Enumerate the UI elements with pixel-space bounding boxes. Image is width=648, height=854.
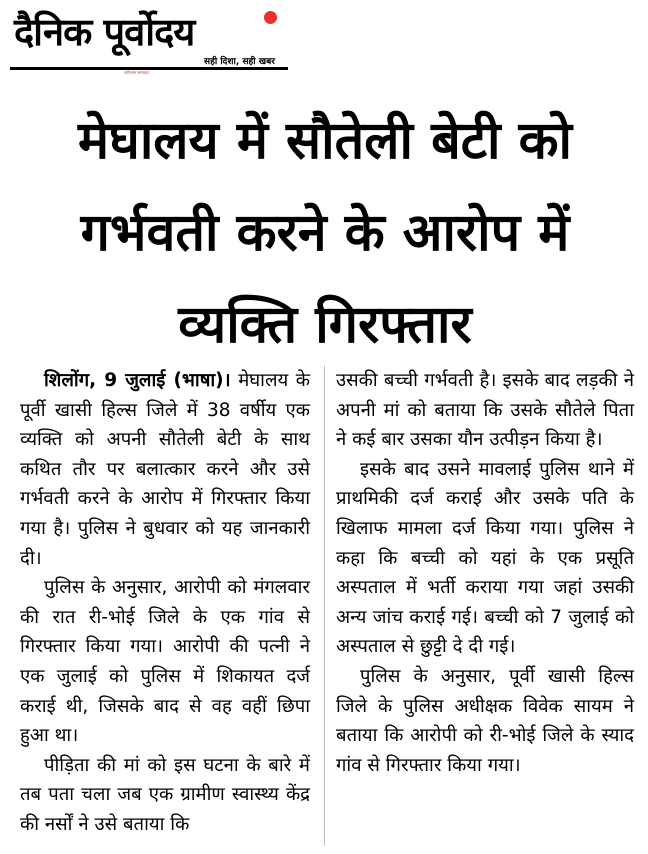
masthead xyxy=(0,0,648,80)
logo-text: दैनिक पूर्वोदय xyxy=(14,10,195,54)
tagline: सही दिशा, सही खबर xyxy=(204,57,275,67)
article-paragraph: पीड़िता की मां को इस घटना के बारे में तब पता चला जब एक ग्रामीण स्वास्थ्य केंद्र की नर्सों ने उसे बताया कि xyxy=(20,754,310,835)
article-column-left xyxy=(20,366,310,840)
headline-line-3: व्यक्ति गिरफ्तार xyxy=(178,295,472,355)
article-paragraph: उसकी बच्ची गर्भवती है। इसके बाद लड़की ने अपनी मां को बताया कि उसके सौतेले पिता ने कई बार उसका यौन उत्पीड़न किया है। xyxy=(336,370,634,451)
logo-dot-icon xyxy=(264,11,277,24)
dateline: शिलोंग, 9 जुलाई (भाषा)। xyxy=(44,370,231,391)
subline: नवीनतम समाचार xyxy=(124,70,149,75)
article-paragraph: पुलिस के अनुसार, पूर्वी खासी हिल्स जिले के पुलिस अधीक्षक विवेक सायम ने बताया कि आरोपी को री-भोई जिले के स्याद गांव से गिरफ्तार किया गया। xyxy=(336,665,634,776)
headline xyxy=(20,95,630,371)
headline-line-2: गर्भवती करने के आरोप में xyxy=(80,203,570,263)
column-divider xyxy=(324,366,325,846)
article-column-right xyxy=(336,366,634,780)
masthead-rule xyxy=(10,67,288,70)
headline-line-1: मेघालय में सौतेली बेटी को xyxy=(78,111,572,171)
article-paragraph: पुलिस के अनुसार, आरोपी को मंगलवार की रात री-भोई जिले के एक गांव से गिरफ्तार किया गया। आरोपी की पत्नी ने एक जुलाई को पुलिस में शिकायत दर्ज कराई थी, जिसके बाद से वह वहीं छिपा हुआ था। xyxy=(20,577,310,747)
paragraph-text: मेघालय के पूर्वी खासी हिल्स जिले में 38 वर्षीय एक व्यक्ति को अपनी सौतेली बेटी के साथ कथित तौर पर बलात्कार करने और उसे गर्भवती करने के आरोप में गिरफ्तार किया गया है। पुलिस ने बुधवार को यह जानकारी दी। xyxy=(20,370,310,569)
article-paragraph: इसके बाद उसने मावलाई पुलिस थाने में प्राथमिकी दर्ज कराई और उसके पति के खिलाफ मामला दर्ज किया गया। पुलिस ने कहा कि बच्ची को यहां के एक प्रसूति अस्पताल में भर्ती कराया गया जहां उसकी अन्य जांच कराई गई। बच्ची को 7 जुलाई को अस्पताल से छुट्टी दे दी गई। xyxy=(336,458,634,658)
article-paragraph xyxy=(20,366,310,573)
